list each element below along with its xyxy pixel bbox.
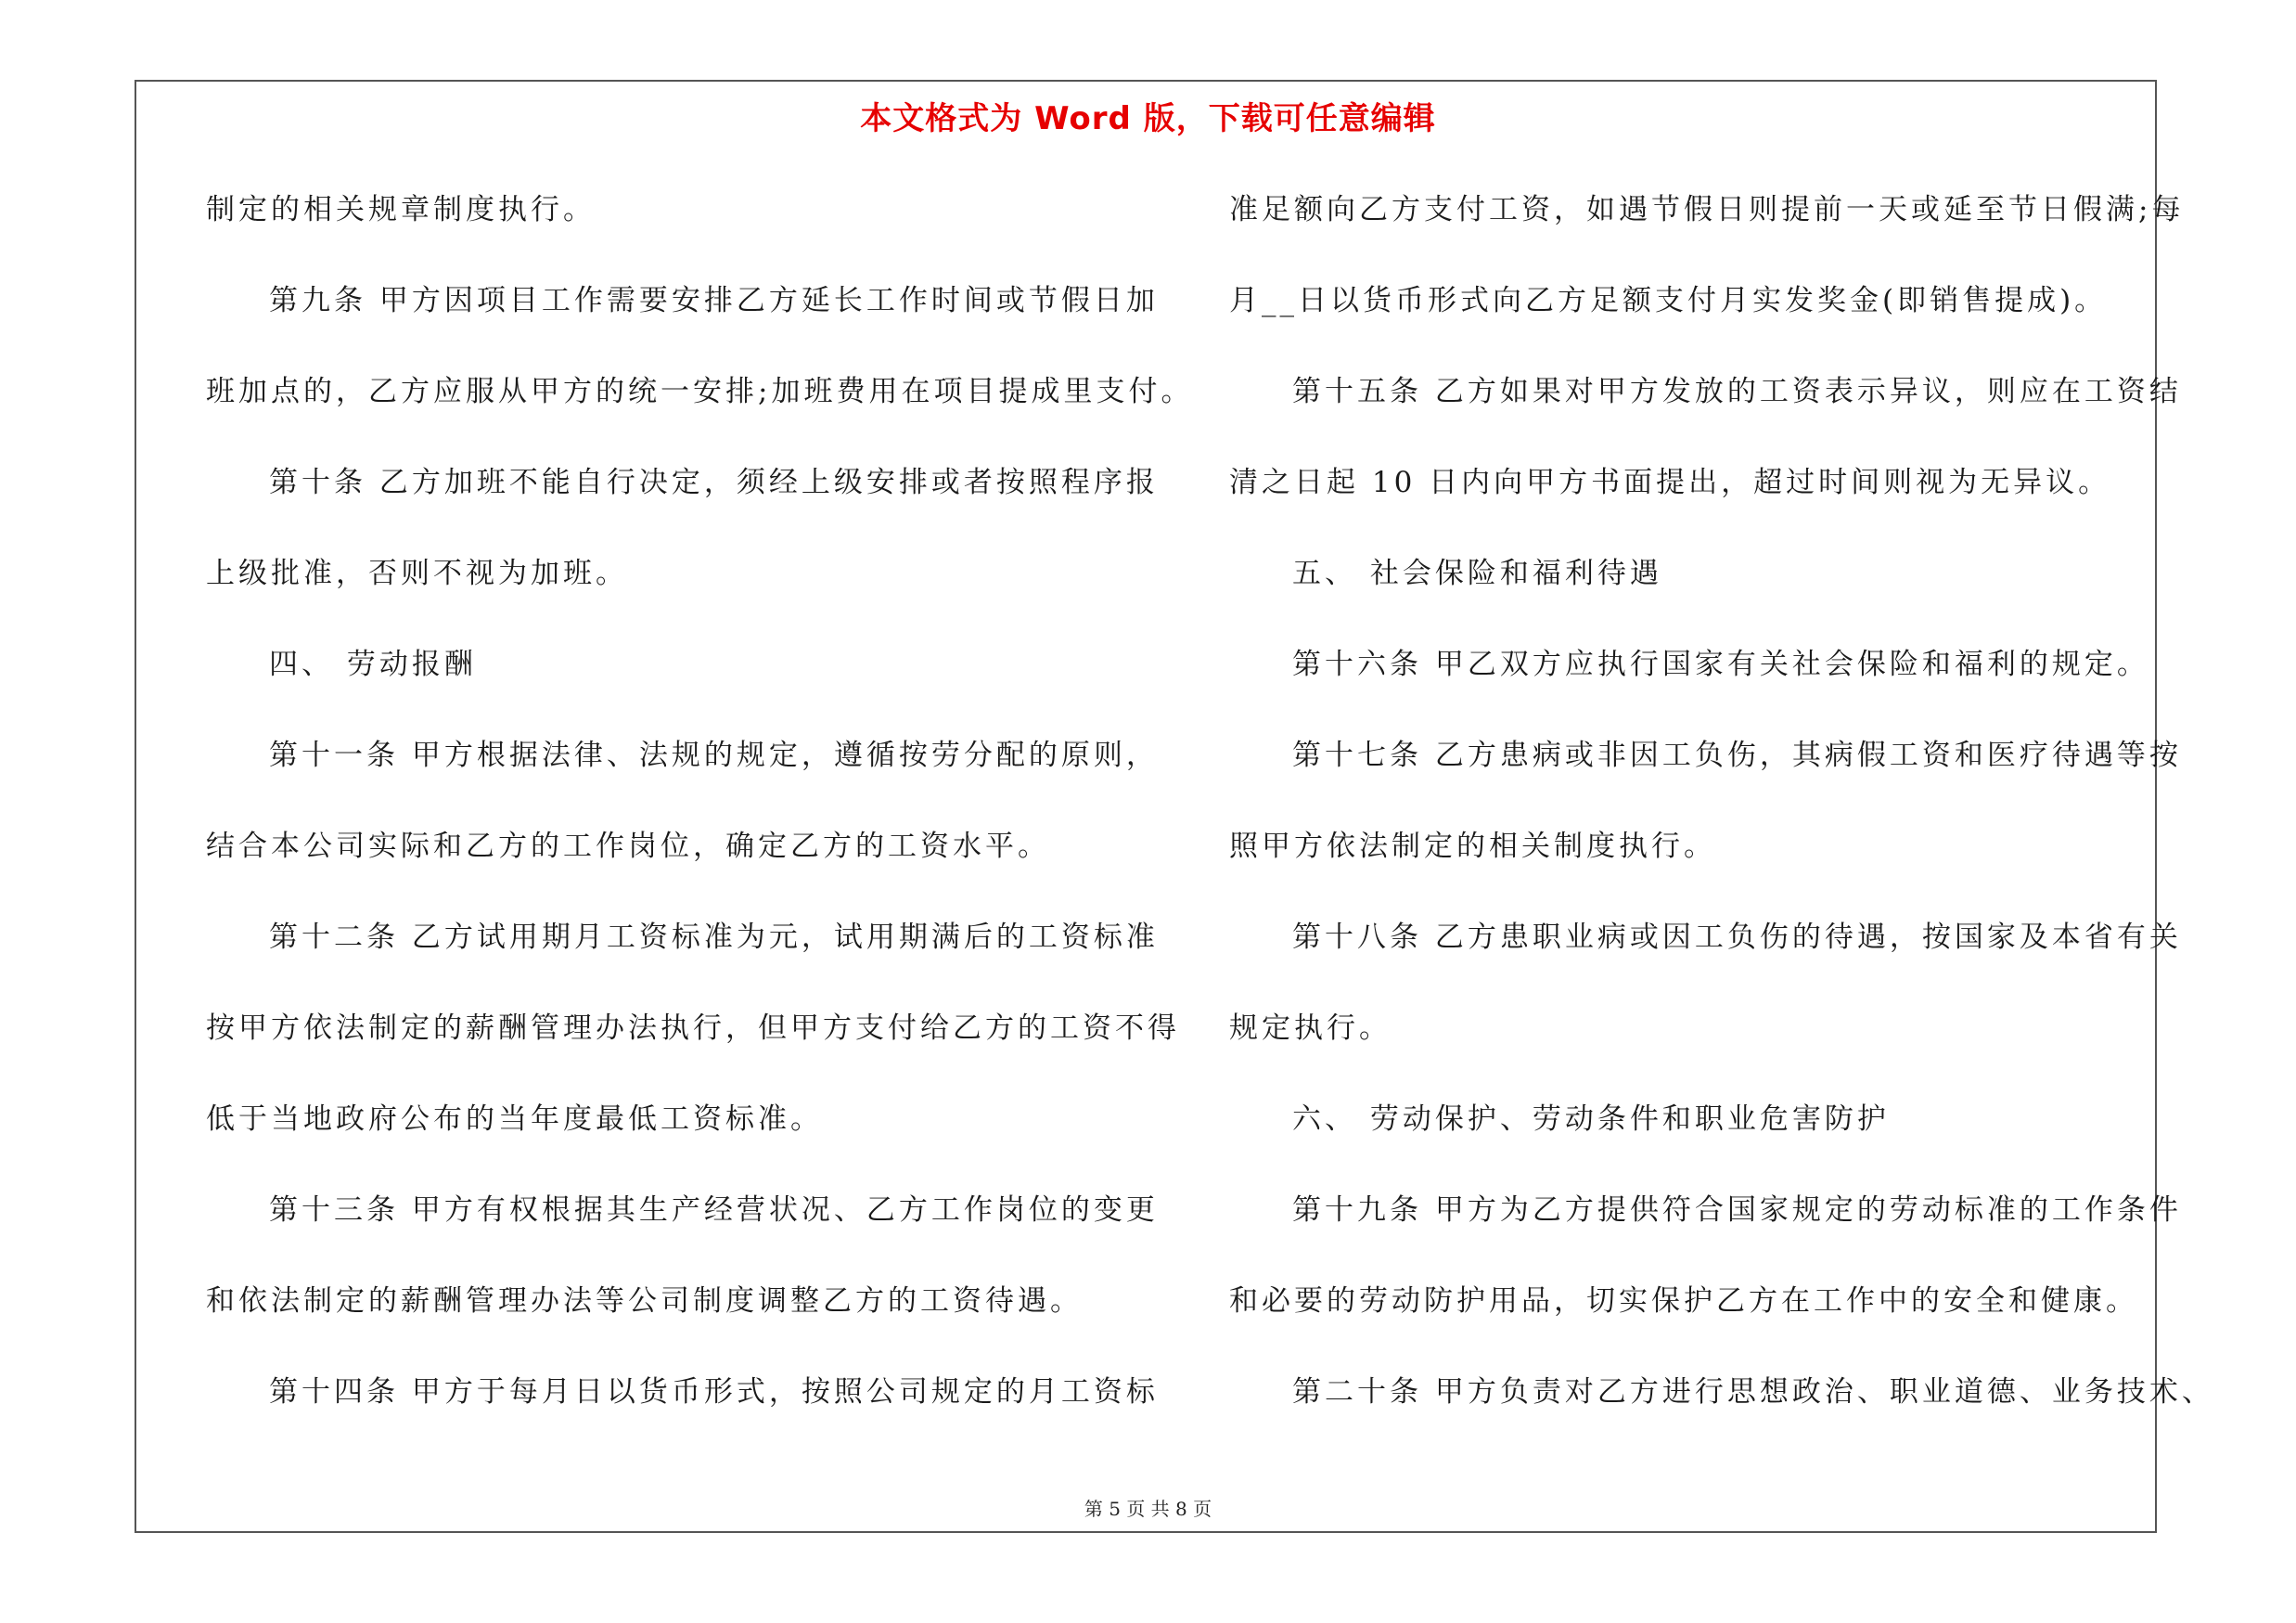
section-heading: 四、 劳动报酬: [269, 648, 477, 681]
text-line: 班加点的，乙方应服从甲方的统一安排;加班费用在项目提成里支付。: [206, 375, 1194, 408]
text-line: 第十二条 乙方试用期月工资标准为元，试用期满后的工资标准: [269, 921, 1159, 954]
text-line: 和依法制定的薪酬管理办法等公司制度调整乙方的工资待遇。: [206, 1284, 1083, 1318]
text-line: 上级批准，否则不视为加班。: [206, 557, 628, 590]
text-line: 月__日以货币形式向乙方足额支付月实发奖金(即销售提成)。: [1229, 284, 2108, 317]
text-line: 第十三条 甲方有权根据其生产经营状况、乙方工作岗位的变更: [269, 1193, 1159, 1227]
text-line: 第十四条 甲方于每月日以货币形式，按照公司规定的月工资标: [269, 1375, 1159, 1409]
text-line: 第九条 甲方因项目工作需要安排乙方延长工作时间或节假日加: [269, 284, 1159, 317]
page-number-footer: 第 5 页 共 8 页: [1084, 1498, 1212, 1520]
text-line: 第十七条 乙方患病或非因工负伤，其病假工资和医疗待遇等按: [1292, 739, 2182, 772]
text-line: 结合本公司实际和乙方的工作岗位，确定乙方的工资水平。: [206, 830, 1050, 863]
text-line: 准足额向乙方支付工资，如遇节假日则提前一天或延至节日假满;每: [1229, 193, 2185, 226]
text-line: 第十条 乙方加班不能自行决定，须经上级安排或者按照程序报: [269, 466, 1159, 499]
text-line: 规定执行。: [1229, 1011, 1392, 1045]
text-line: 制定的相关规章制度执行。: [206, 193, 596, 226]
word-format-banner: 本文格式为 Word 版，下载可任意编辑: [860, 100, 1436, 137]
section-heading: 六、 劳动保护、劳动条件和职业危害防护: [1292, 1102, 1890, 1136]
text-line: 低于当地政府公布的当年度最低工资标准。: [206, 1102, 823, 1136]
text-line: 第十六条 甲乙双方应执行国家有关社会保险和福利的规定。: [1292, 648, 2149, 681]
text-line: 清之日起 10 日内向甲方书面提出，超过时间则视为无异议。: [1229, 466, 2111, 499]
text-line: 第十一条 甲方根据法律、法规的规定，遵循按劳分配的原则，: [269, 739, 1159, 772]
text-line: 和必要的劳动防护用品，切实保护乙方在工作中的安全和健康。: [1229, 1284, 2138, 1318]
text-line: 第十八条 乙方患职业病或因工负伤的待遇，按国家及本省有关: [1292, 921, 2182, 954]
right-column: [1229, 182, 2214, 1455]
text-line: 第十九条 甲方为乙方提供符合国家规定的劳动标准的工作条件: [1292, 1193, 2182, 1227]
text-line: 按甲方依法制定的薪酬管理办法执行，但甲方支付给乙方的工资不得: [206, 1011, 1180, 1045]
text-line: 第十五条 乙方如果对甲方发放的工资表示异议，则应在工资结: [1292, 375, 2182, 408]
text-line: 第二十条 甲方负责对乙方进行思想政治、职业道德、业务技术、: [1292, 1375, 2214, 1409]
left-column: [206, 182, 1194, 1455]
section-heading: 五、 社会保险和福利待遇: [1292, 557, 1662, 590]
text-line: 照甲方依法制定的相关制度执行。: [1229, 830, 1716, 863]
